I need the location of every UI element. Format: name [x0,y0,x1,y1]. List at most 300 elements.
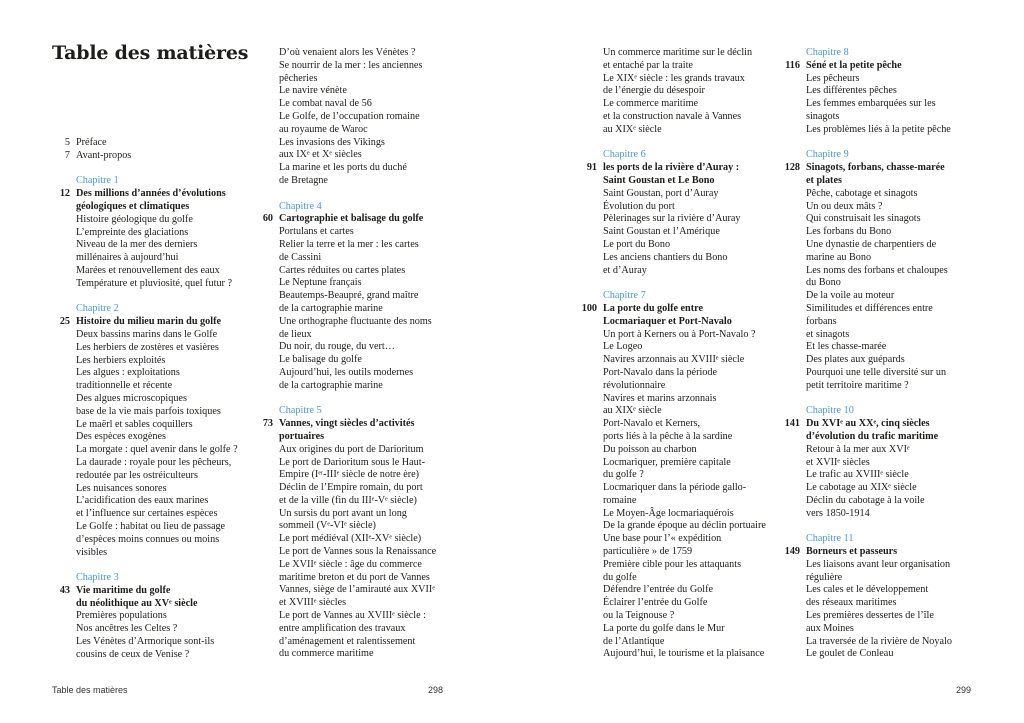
toc-entry [76,214,238,227]
toc-entry [603,572,766,585]
toc-entry [603,457,766,470]
entry-text: entre amplification des travaux [279,622,406,634]
entry-text: Les anciens chantiers du Bono [603,251,728,263]
toc-entry [76,355,238,368]
entry-text: Relier la terre et la mer : les cartes [279,238,419,250]
chapter-heading [785,59,952,73]
toc-entry [279,124,436,137]
toc-entry [603,533,766,546]
toc-entry [806,188,952,201]
page-number: 43 [59,584,70,596]
chapter-heading [279,431,436,444]
toc-entry [603,520,766,533]
toc-entry [806,380,952,393]
toc-spacer [603,277,766,290]
toc-entry [806,111,952,124]
entry-text: Le maërl et sables coquillers [76,418,193,430]
entry-text: La porte du golfe entre [603,302,703,314]
entry-text: Un port à Kerners ou à Port-Navalo ? [603,328,756,340]
toc-entry [279,239,436,252]
entry-text: les ports de la rivière d’Auray : [603,162,740,174]
toc-entry [806,316,952,329]
entry-text: révolutionnaire [603,379,666,391]
toc-entry [603,584,766,597]
entry-text: Des plates aux guépards [806,354,905,366]
toc-entry [279,354,436,367]
entry-text: Cartes réduites ou cartes plates [279,264,406,276]
entry-text: Similitudes et différences entre [806,302,933,314]
entry-text: portuaires [279,430,325,442]
entry-text: aux Moines [806,622,854,634]
chapter-heading [581,302,766,316]
entry-text: Le commerce maritime [603,98,699,110]
entry-text: Saint Goustan et Le Bono [603,174,715,186]
chapter-label [806,149,952,162]
toc-entry [279,457,436,470]
entry-text: Pèlerinages sur la rivière d’Auray [603,213,741,225]
toc-entry [76,649,238,662]
toc-spacer [279,188,436,201]
entry-text: Histoire du milieu marin du golfe [76,316,221,328]
toc-entry [279,290,436,303]
page-number: 128 [784,162,800,174]
entry-text: de lieux [279,328,312,340]
toc-entry [279,520,436,533]
entry-text: Aujourd’hui, les outils modernes [279,366,414,378]
toc-entry [76,227,238,240]
page-number: 25 [59,316,70,328]
chapter-heading [603,175,766,188]
toc-entry [603,85,766,98]
entry-text: Se nourrir de la mer : les anciennes [279,59,423,71]
entry-text: De la grande époque au déclin portuaire [603,520,766,532]
chapter-heading [59,188,238,201]
entry-text: Sinagots, forbans, chasse-marée [806,162,945,174]
entry-text: ports liés à la pêche à la sardine [603,430,733,442]
entry-text: petit territoire maritime ? [806,379,909,391]
toc-entry [279,111,436,124]
toc-entry [806,597,952,610]
entry-text: Du poisson au charbon [603,443,697,455]
entry-text: sommeil (Vᵉ-VIᵉ siècle) [279,520,376,532]
toc-entry [806,508,952,521]
toc-entry [806,559,952,572]
toc-entry [603,201,766,214]
entry-text: Saint Goustan et l’Amérique [603,226,720,238]
entry-text: Vannes, siège de l’amirauté aux XVIIᵉ [279,584,435,596]
entry-text: et entaché par la traite [603,59,693,71]
footer-section-label: Table des matières [52,685,128,695]
toc-spacer [76,559,238,572]
toc-entry [806,329,952,342]
toc-entry [806,367,952,380]
entry-text: et XVIIIᵉ siècles [279,597,347,609]
entry-text: Portulans et cartes [279,226,354,238]
entry-text: Des espèces exogènes [76,431,166,443]
toc-entry [603,623,766,636]
entry-text: Les liaisons avant leur organisation [806,558,951,570]
entry-text: Éclairer l’entrée du Golfe [603,597,708,609]
entry-text: traditionnelle et récente [76,380,173,392]
entry-text: Le Golfe : habitat ou lieu de passage [76,520,226,532]
entry-text: redoutée par les ostréiculteurs [76,469,198,481]
toc-entry [603,597,766,610]
toc-entry [603,252,766,265]
page-number: 141 [784,418,800,430]
entry-text: Cartographie et balisage du golfe [279,213,424,225]
entry-text: De la voile au moteur [806,290,895,302]
toc-entry [806,482,952,495]
entry-text: de Cassini [279,251,322,263]
entry-text: Le port médiéval (XIIᵉ-XVᵉ siècle) [279,533,422,545]
toc-entry [279,623,436,636]
toc-entry [806,354,952,367]
chapter-heading [59,584,238,598]
toc-entry [806,98,952,111]
toc-entry [76,252,238,265]
toc-entry [603,469,766,482]
entry-text: Locmariaquer et Port-Navalo [603,315,732,327]
entry-text: et plates [806,174,842,186]
entry-text: forbans [806,315,837,327]
entry-text: du néolithique au XVᵉ siècle [76,597,198,609]
toc-entry [603,239,766,252]
page-number: 7 [64,149,70,161]
entry-text: Le XVIIᵉ siècle : âge du commerce [279,558,422,570]
toc-entry [279,137,436,150]
toc-entry [603,482,766,495]
toc-entry [603,265,766,278]
toc-entry [806,572,952,585]
entry-text: La marine et les ports du duché [279,162,407,174]
toc-entry [279,162,436,175]
toc-entry [279,226,436,239]
entry-text: d’aménagement et ralentissement [279,635,416,647]
toc-entry [76,521,238,534]
entry-text: Le Golfe, de l’occupation romaine [279,110,420,122]
entry-text: Les cales et le développement [806,584,929,596]
entry-text: d’espèces moins connues ou moins [76,533,220,545]
entry-text: base de la vie mais parfois toxiques [76,405,221,417]
entry-text: Vie maritime du golfe [76,584,171,596]
toc-entry [76,278,238,291]
entry-text: Un sursis du port avant un long [279,507,407,519]
toc-spacer [806,137,952,150]
toc-entry [76,380,238,393]
entry-text: Empire (Iᵉʳ-IIIᵉ siècle de notre ère) [279,469,420,481]
toc-entry [76,431,238,444]
page-number: 12 [59,188,70,200]
entry-text: Beautemps-Beaupré, grand maître [279,290,419,302]
toc-entry [279,533,436,546]
toc-entry [603,405,766,418]
entry-text: des réseaux maritimes [806,597,897,609]
toc-entry [76,239,238,252]
toc-entry [279,252,436,265]
entry-text: D’où venaient alors les Vénètes ? [279,47,416,58]
entry-text: au royaume de Waroc [279,123,368,135]
toc-entry [279,341,436,354]
toc-entry [603,73,766,86]
entry-text: de l’énergie du désespoir [603,85,705,97]
chapter-label [806,405,952,418]
toc-entry [603,111,766,124]
toc-entry [279,444,436,457]
toc-entry [279,329,436,342]
toc-entry [279,508,436,521]
toc-entry [279,149,436,162]
entry-text: Premières populations [76,610,167,622]
toc-entry [806,495,952,508]
entry-text: Les algues : exploitations [76,367,180,379]
entry-text: du golfe [603,571,637,583]
toc-entry [806,226,952,239]
toc-entry [279,265,436,278]
footer-page-right: 299 [956,685,972,695]
toc-entry [76,610,238,623]
entry-text: La traversée de la rivière de Noyalo [806,635,952,647]
toc-entry [603,559,766,572]
entry-text: Vannes, vingt siècles d’activités [279,418,415,430]
entry-text: Évolution du port [603,200,675,212]
entry-text: Les nuisances sonores [76,482,167,494]
entry-text: Le balisage du golfe [279,354,362,366]
toc-entry [279,73,436,86]
entry-text: visibles [76,546,108,558]
toc-entry [76,419,238,432]
chapter-heading [784,546,952,559]
toc-entry [806,584,952,597]
toc-entry [64,137,238,150]
chapter-label [279,201,436,214]
chapter-label [603,290,766,303]
chapter-heading [784,162,952,175]
entry-text: particulière » de 1759 [603,546,693,558]
toc-entry [603,60,766,73]
toc-entry [806,277,952,290]
chapter-heading [806,175,952,188]
toc-entry [279,559,436,572]
entry-text: Pourquoi une telle diversité sur un [806,366,947,378]
chapter-heading [603,316,766,329]
toc-spacer [806,393,952,406]
entry-text: de Bretagne [279,174,328,186]
entry-text: géologiques et climatiques [76,200,190,212]
entry-text: L’acidification des eaux marines [76,495,209,507]
entry-text: Les herbiers de zostères et vasières [76,341,219,353]
toc-entry [76,547,238,560]
entry-text: et l’influence sur certaines espèces [76,508,218,520]
entry-text: Les herbiers exploités [76,354,166,366]
entry-text: Les différentes pêches [806,85,897,97]
toc-entry [279,303,436,316]
page-number: 5 [64,137,70,148]
entry-text: pêcheries [279,72,318,84]
entry-text: Les forbans du Bono [806,226,892,238]
chapter-heading [59,316,238,329]
page-number: 149 [784,546,800,558]
toc-entry [279,648,436,661]
entry-text: Les problèmes liés à la petite pêche [806,123,951,135]
toc-entry [806,124,952,137]
entry-text: Chapitre 5 [279,405,322,417]
entry-text: Nos ancêtres les Celtes ? [76,623,178,635]
toc-entry [279,175,436,188]
toc-column-1 [59,137,238,662]
toc-entry [603,226,766,239]
entry-text: Le cabotage au XIXᵉ siècle [806,482,917,494]
entry-text: Le port de Darioritum sous le Haut- [279,456,425,468]
toc-entry [806,610,952,623]
entry-text: Déclin du cabotage à la voile [806,494,925,506]
entry-text: Port-Navalo dans la période [603,366,718,378]
entry-text: Une dynastie de charpentiers de [806,238,937,250]
entry-text: sinagots [806,110,840,122]
entry-text: Chapitre 9 [806,149,849,161]
toc-entry [76,367,238,380]
entry-text: d’évolution du trafic maritime [806,430,939,442]
toc-entry [806,290,952,303]
entry-text: Aujourd’hui, le tourisme et la plaisance [603,648,765,660]
toc-entry [603,124,766,137]
toc-entry [603,213,766,226]
toc-entry [806,265,952,278]
toc-column-2 [262,47,437,661]
toc-entry [279,610,436,623]
toc-entry [603,636,766,649]
chapter-label [76,572,238,585]
entry-text: Les premières dessertes de l’île [806,610,934,622]
chapter-heading [262,213,436,226]
entry-text: Locmariquer, première capitale [603,456,731,468]
chapter-heading [76,201,238,214]
entry-text: Navires arzonnais au XVIIIᵉ siècle [603,354,745,366]
entry-text: au XIXᵉ siècle [603,405,662,417]
toc-entry [806,457,952,470]
toc-column-3 [581,47,766,661]
entry-text: Le Logeo [603,341,643,353]
entry-text: cousins de ceux de Venise ? [76,648,190,660]
toc-entry [279,572,436,585]
entry-text: Chapitre 7 [603,290,646,302]
page-title: Table des matières [52,42,249,64]
toc-entry [279,482,436,495]
entry-text: millénaires à aujourd’hui [76,252,179,264]
entry-text: Une base pour l’« expédition [603,533,722,545]
toc-entry [279,367,436,380]
page-number: 60 [262,213,273,225]
page-number: 73 [262,418,273,430]
toc-entry [603,367,766,380]
entry-text: Borneurs et passeurs [806,546,898,558]
entry-text: Les femmes embarquées sur les [806,98,936,110]
toc-entry [76,457,238,470]
entry-text: et d’Auray [603,264,647,276]
toc-entry [603,354,766,367]
entry-text: Les noms des forbans et chaloupes [806,264,948,276]
entry-text: Chapitre 6 [603,149,646,161]
page-number: 91 [586,162,597,174]
toc-entry [603,341,766,354]
entry-text: L’empreinte des glaciations [76,226,189,238]
entry-text: et la construction navale à Vannes [603,110,742,122]
entry-text: Saint Goustan, port d’Auray [603,187,719,199]
toc-entry [279,98,436,111]
entry-text: régulière [806,571,843,583]
page-number: 116 [785,59,800,71]
toc-entry [76,534,238,547]
entry-text: Un ou deux mâts ? [806,200,883,212]
chapter-label [806,47,952,60]
toc-entry [603,444,766,457]
toc-spacer [806,520,952,533]
entry-text: Chapitre 3 [76,572,119,584]
entry-text: Du noir, du rouge, du vert… [279,341,395,353]
toc-entry [279,47,436,60]
entry-text: Du XVIᵉ au XXᵉ, cinq siècles [806,418,930,430]
entry-text: Une orthographe fluctuante des noms [279,315,432,327]
toc-entry [806,648,952,661]
toc-spacer [76,291,238,304]
toc-entry [603,495,766,508]
toc-entry [603,47,766,60]
toc-entry [603,393,766,406]
toc-entry [279,60,436,73]
toc-entry [76,342,238,355]
toc-spacer [279,393,436,406]
toc-entry [279,277,436,290]
entry-text: Séné et la petite pêche [806,59,902,71]
toc-entry [279,546,436,559]
chapter-heading [76,598,238,611]
toc-entry [64,149,238,163]
entry-text: et de la ville (fin du IIIᵉ-Vᵉ siècle) [279,494,417,506]
entry-text: Le XIXᵉ siècle : les grands travaux [603,72,745,84]
toc-entry [279,597,436,610]
toc-spacer [603,137,766,150]
toc-entry [806,341,952,354]
toc-entry [806,252,952,265]
entry-text: Préface [76,137,107,148]
toc-spacer [76,163,238,176]
entry-text: Le port de Vannes sous la Renaissance [279,546,437,558]
entry-text: Les pêcheurs [806,72,860,84]
entry-text: ou la Teignouse ? [603,610,675,622]
toc-entry [76,444,238,457]
entry-text: Chapitre 11 [806,533,854,545]
toc-entry [603,648,766,661]
toc-entry [603,431,766,444]
toc-entry [76,265,238,278]
toc-entry [603,610,766,623]
entry-text: maritime breton et du port de Vannes [279,571,430,583]
entry-text: et sinagots [806,328,850,340]
toc-entry [279,316,436,329]
entry-text: Le Neptune français [279,277,362,289]
entry-text: Deux bassins marins dans le Golfe [76,328,218,340]
page-number: 100 [581,302,597,314]
entry-text: La porte du golfe dans le Mur [603,622,725,634]
toc-entry [603,98,766,111]
entry-text: Le Moyen-Âge locmariaquérois [603,507,734,519]
toc-entry [806,303,952,316]
entry-text: Pêche, cabotage et sinagots [806,187,918,199]
entry-text: Aux origines du port de Darioritum [279,443,424,455]
entry-text: Chapitre 8 [806,47,849,58]
toc-entry [76,636,238,649]
entry-text: Locmariquer dans la période gallo- [603,482,747,494]
toc-entry [76,406,238,419]
